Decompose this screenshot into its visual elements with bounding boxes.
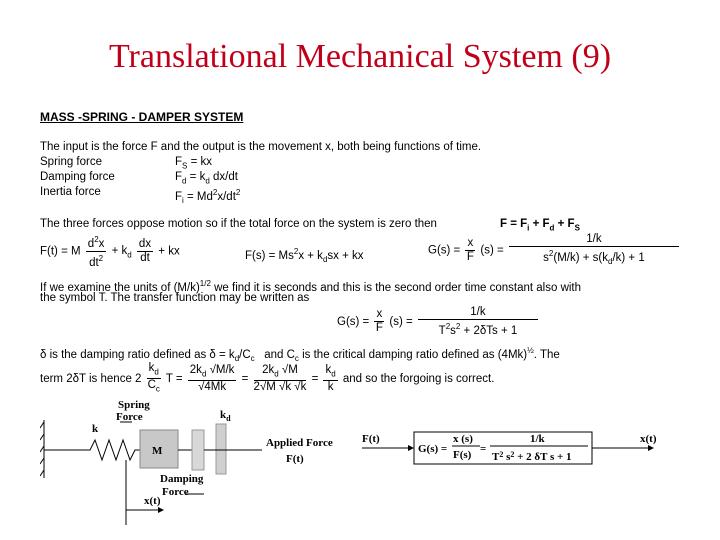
intro-text: The input is the force F and the output is the movement x, both being functions of time. bbox=[40, 141, 482, 153]
force-label: Damping force bbox=[40, 171, 115, 183]
section-heading: MASS -SPRING - DAMPER SYSTEM bbox=[40, 110, 244, 124]
mass-label: M bbox=[152, 445, 163, 457]
x-label: x(t) bbox=[144, 495, 161, 507]
equation-gs: G(s) = $\frac{x}{F}$ (s) = $\frac{1/k}{s^2(M/k) + s(k_d/k) + 1}$ bbox=[428, 233, 681, 268]
transfer-function: G(s) = $\frac{x}{F}$ (s) = $\frac{1/k}{T^2s^2 + 2\delta Ts + 1}$ bbox=[337, 306, 540, 338]
applied-force-label: Applied Force bbox=[266, 437, 333, 449]
force-expr: $F_d = k_d$ dx/dt bbox=[175, 171, 238, 186]
force-expr: $F_i = Md^2x/dt^2$ bbox=[175, 188, 241, 206]
document-image bbox=[40, 110, 680, 530]
block-output: x(t) bbox=[640, 433, 657, 445]
damper-piston bbox=[192, 430, 204, 470]
mass-spring-damper-diagram bbox=[40, 400, 370, 525]
block-den: $T^2$ $s^2 + 2$ δT s + 1 bbox=[492, 450, 572, 463]
block-gs: G(s) = bbox=[418, 443, 448, 455]
block-num: 1/k bbox=[530, 433, 545, 445]
ft-label: F(t) bbox=[286, 453, 304, 465]
force-label: Spring force bbox=[40, 156, 103, 168]
block-diagram bbox=[360, 428, 680, 478]
kd-label: $k_d$ bbox=[220, 409, 231, 423]
damping-text: δ is the damping ratio defined as $\delta = k_d/C_c$ and $C_c$ is the critical damping ratio defined as $(4Mk)^{\frac{1}{2}}$. The bbox=[40, 346, 560, 364]
damper-cylinder bbox=[216, 424, 226, 474]
term-text: term 2δT is hence 2 $\frac{k_d}{C_c}$ T = $\frac{2k_d √M/k}{√4Mk}$ = $\frac{2k_d √M}{2√M √k √k}$ = $\frac{k_d}{k}$ and so the forgoing is correct. bbox=[40, 362, 495, 394]
force-label: Inertia force bbox=[40, 186, 101, 198]
wall-hatching bbox=[40, 422, 44, 476]
k-label: k bbox=[92, 423, 99, 435]
slide-title: Translational Mechanical System (9) bbox=[108, 38, 612, 75]
block-fs: F(s) bbox=[453, 449, 472, 461]
units-text: the symbol T. The transfer function may be written as bbox=[40, 292, 310, 304]
svg-text:=: = bbox=[480, 443, 487, 455]
block-input: F(t) bbox=[362, 433, 380, 445]
oppose-text: The three forces oppose motion so if the total force on the system is zero then bbox=[40, 218, 437, 230]
spring-icon bbox=[44, 440, 140, 460]
spring-force-label: Force bbox=[116, 411, 143, 423]
units-text: If we examine the units of $(M/k)^{1/2}$ we find it is seconds and this is the second order time constant also with bbox=[40, 279, 582, 294]
total-force: $F = F_i + F_d + F_S$ bbox=[500, 218, 580, 233]
force-expr: $F_S$ = kx bbox=[175, 156, 212, 171]
damping-force-label: Damping bbox=[160, 473, 204, 485]
spring-force-label: Spring bbox=[118, 400, 150, 411]
damping-force-label: Force bbox=[162, 486, 189, 498]
equation-ft: F(t) = M $\frac{d^2x}{dt^2}$ + $k_d$ $\frac{dx}{dt}$ + kx bbox=[40, 235, 180, 269]
equation-fs: $F(s) = Ms^2x + k_dsx$ + kx bbox=[245, 247, 364, 265]
block-xs: x (s) bbox=[453, 433, 473, 445]
